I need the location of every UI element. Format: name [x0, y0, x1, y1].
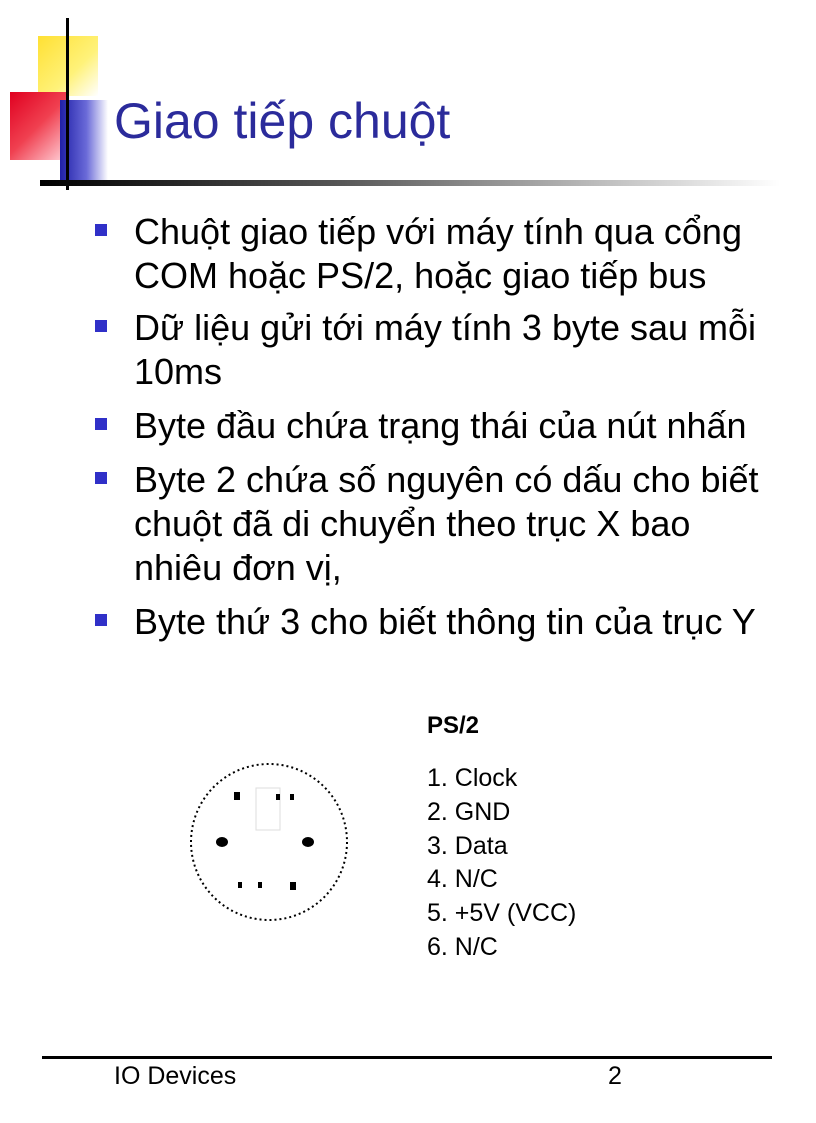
- bullet-item: [92, 210, 782, 298]
- pin-item: 5. +5V (VCC): [427, 899, 577, 928]
- page-number: 2: [608, 1062, 622, 1090]
- bullet-item: [92, 600, 782, 644]
- bullet-item: [92, 306, 782, 394]
- decor-red-square: [10, 92, 66, 160]
- bullet-item: [92, 404, 782, 448]
- square-bullet-icon: [95, 320, 107, 332]
- bullet-item: [92, 458, 782, 590]
- bullet-text: Byte đầu chứa trạng thái của nút nhấn: [134, 405, 747, 446]
- pin-item: 6. N/C: [427, 932, 498, 961]
- square-bullet-icon: [95, 224, 107, 236]
- ps2-heading: PS/2: [427, 712, 480, 739]
- bullet-text: Byte thứ 3 cho biết thông tin của trục Y: [134, 601, 756, 642]
- square-bullet-icon: [95, 418, 107, 430]
- square-bullet-icon: [95, 614, 107, 626]
- bullet-text: Dữ liệu gửi tới máy tính 3 byte sau mỗi 10ms: [134, 307, 757, 392]
- slide-title: Giao tiếp chuột: [114, 93, 451, 149]
- pin-item: 2. GND: [427, 797, 511, 826]
- pin-item: 1. Clock: [427, 764, 518, 792]
- title-underline: [40, 180, 780, 186]
- square-bullet-icon: [95, 472, 107, 484]
- bullet-list: [92, 210, 782, 654]
- pin-list: [427, 762, 576, 965]
- pin-item: 3. Data: [427, 831, 508, 860]
- decor-vertical-line: [66, 18, 69, 190]
- bullet-text: Byte 2 chứa số nguyên có dấu cho biết chuột đã di chuyển theo trục X bao nhiêu đơn vị,: [134, 459, 759, 588]
- bullet-text: Chuột giao tiếp với máy tính qua cổng COM hoặc PS/2, hoặc giao tiếp bus: [134, 211, 742, 296]
- footer-divider: [42, 1056, 772, 1059]
- footer-title: IO Devices: [114, 1062, 237, 1090]
- pin-item: 4. N/C: [427, 865, 498, 894]
- ps2-connector-icon: [186, 758, 352, 924]
